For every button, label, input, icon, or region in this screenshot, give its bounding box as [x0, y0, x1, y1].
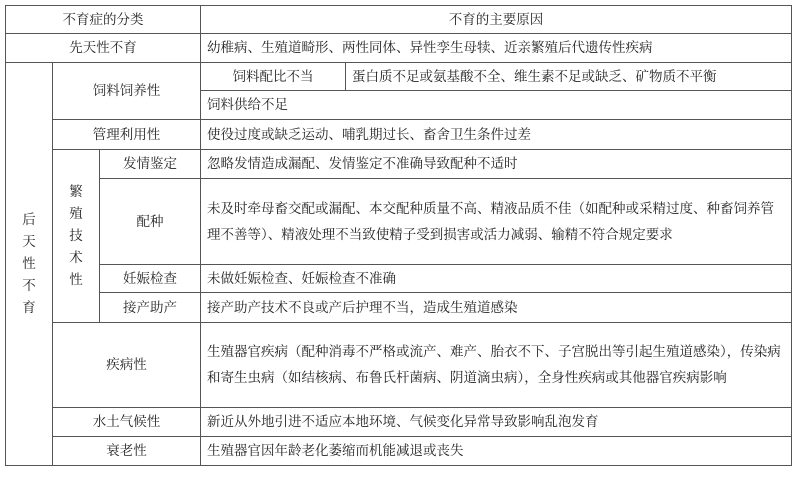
feeding-ratio-label: 饲料配比不当 [201, 63, 346, 91]
congenital-row [6, 34, 792, 63]
climate-row [6, 408, 792, 437]
climate-causes: 新近从外地引进不适应本地环境、气候变化异常导致影响乱泡发育 [201, 408, 792, 437]
mating-causes: 未及时牵母畜交配或漏配、本交配种质量不高、精液品质不佳（如配种或采精过度、种畜饲养管理不善等）、精液处理不当致使精子受到损害或活力减弱、输精不符合规定要求 [201, 179, 792, 265]
breeding-label: 繁 殖 技 术 性 [53, 150, 100, 323]
climate-label: 水土气候性 [53, 408, 201, 437]
estrus-label: 发情鉴定 [100, 150, 201, 179]
estrus-row [6, 150, 792, 179]
management-row [6, 120, 792, 150]
disease-label: 疾病性 [53, 323, 201, 408]
mating-label: 配种 [100, 179, 201, 265]
delivery-causes: 接产助产技术不良或产后护理不当，造成生殖道感染 [201, 293, 792, 323]
header-causes: 不育的主要原因 [201, 6, 792, 34]
aging-row [6, 437, 792, 466]
mating-row [6, 179, 792, 265]
pregnancy-label: 妊娠检查 [100, 265, 201, 293]
acquired-label: 后 天 性 不 育 [6, 63, 53, 466]
header-category: 不育症的分类 [6, 6, 201, 34]
delivery-label: 接产助产 [100, 293, 201, 323]
feeding-ratio-causes: 蛋白质不足或氨基酸不全、维生素不足或缺乏、矿物质不平衡 [346, 63, 792, 91]
header-row [6, 6, 792, 34]
feeding-supply: 饲料供给不足 [201, 91, 792, 120]
congenital-label: 先天性不育 [6, 34, 201, 63]
estrus-causes: 忽略发情造成漏配、发情鉴定不准确导致配种不适时 [201, 150, 792, 179]
disease-row [6, 323, 792, 408]
delivery-row [6, 293, 792, 323]
aging-causes: 生殖器官因年龄老化萎缩而机能减退或丧失 [201, 437, 792, 466]
feeding-label: 饲料饲养性 [53, 63, 201, 120]
infertility-table [5, 5, 792, 466]
management-causes: 使役过度或缺乏运动、哺乳期过长、畜舍卫生条件过差 [201, 120, 792, 150]
pregnancy-row [6, 265, 792, 293]
aging-label: 衰老性 [53, 437, 201, 466]
management-label: 管理利用性 [53, 120, 201, 150]
pregnancy-causes: 未做妊娠检查、妊娠检查不准确 [201, 265, 792, 293]
congenital-causes: 幼稚病、生殖道畸形、两性同体、异性孪生母犊、近亲繁殖后代遗传性疾病 [201, 34, 792, 63]
feeding-ratio-row [6, 63, 792, 91]
disease-causes: 生殖器官疾病（配种消毒不严格或流产、难产、胎衣不下、子宫脱出等引起生殖道感染），传染病和寄生虫病（如结核病、布鲁氏杆菌病、阴道滴虫病），全身性疾病或其他器官疾病影响 [201, 323, 792, 408]
